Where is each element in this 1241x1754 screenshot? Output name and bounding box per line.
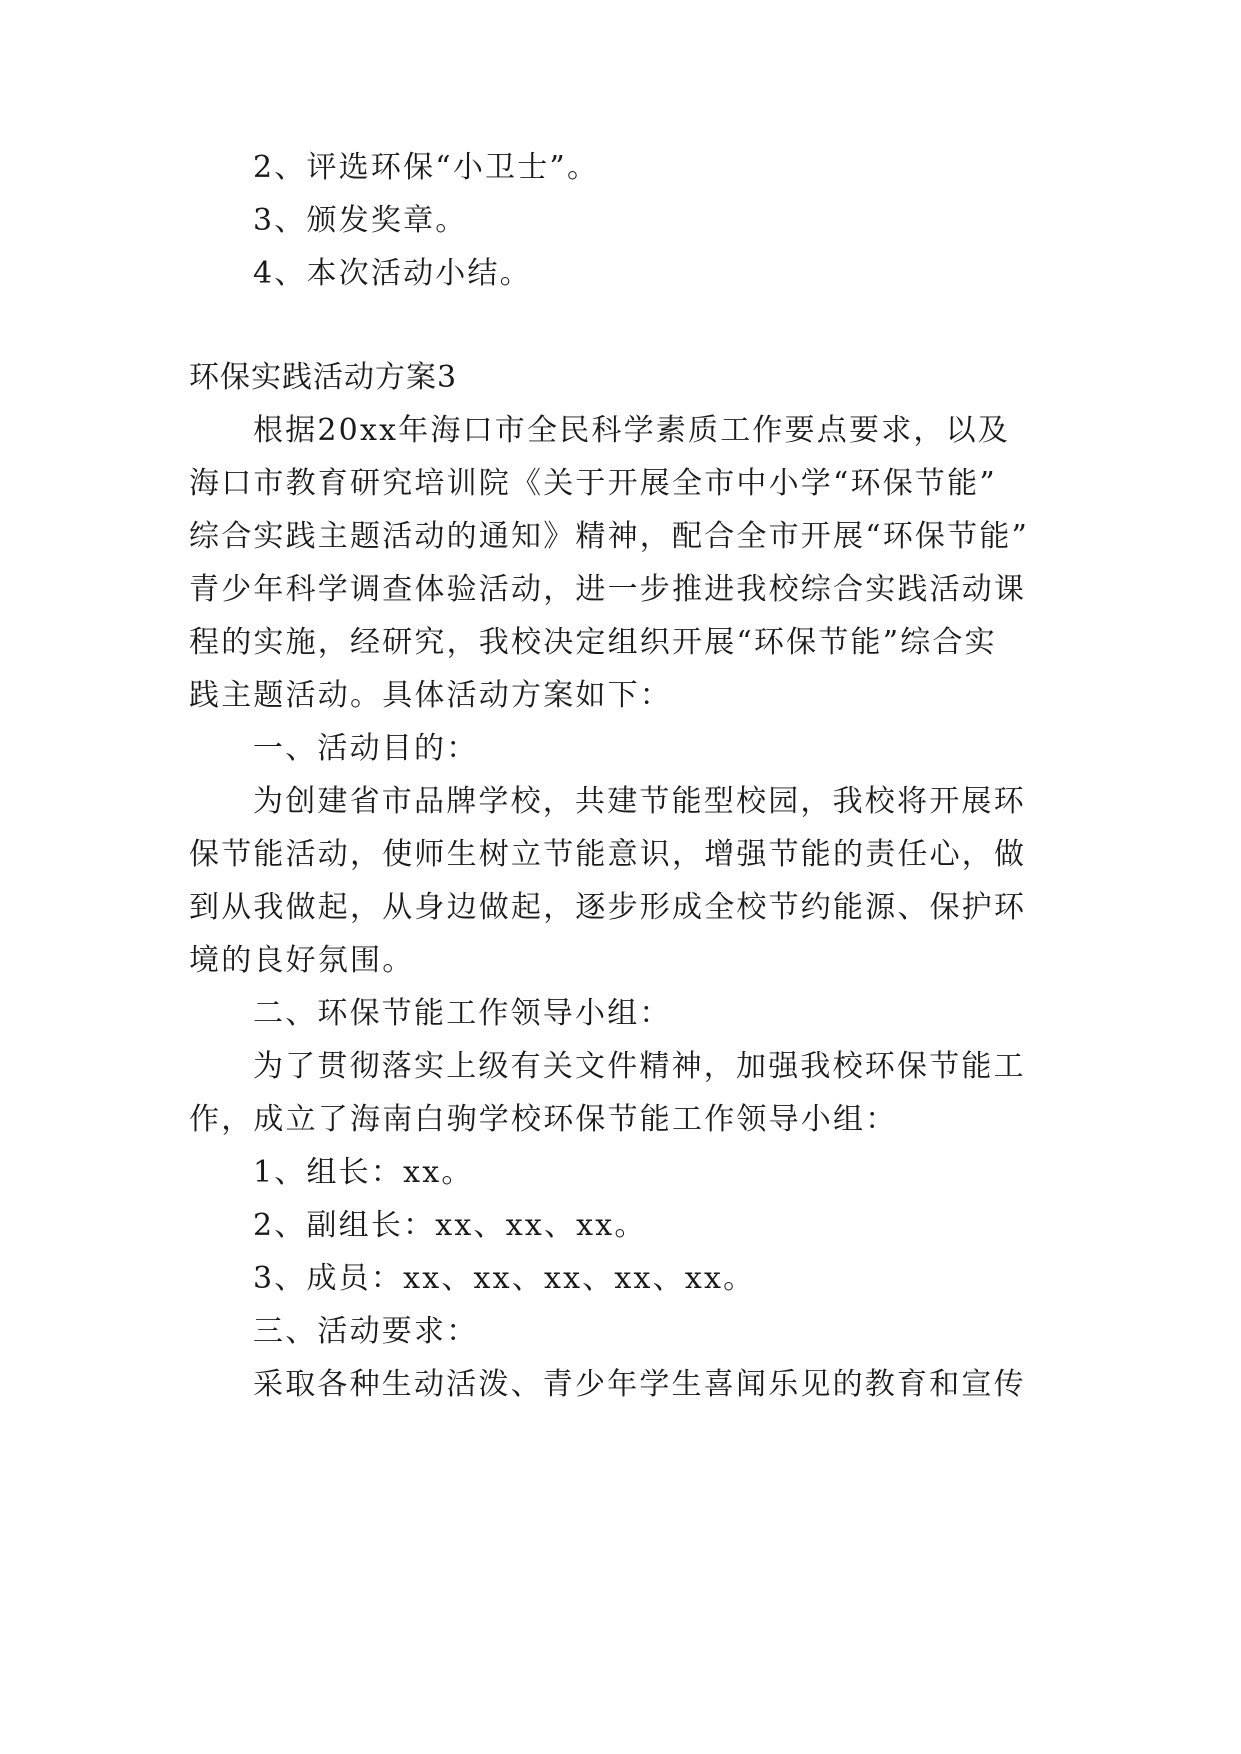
paragraph-line: 到从我做起，从身边做起，逐步形成全校节约能源、保护环 [189,890,1027,925]
list-item: 2、副组长：xx、xx、xx。 [253,1208,647,1243]
paragraph-line: 践主题活动。具体活动方案如下： [189,678,672,713]
paragraph-line: 保节能活动，使师生树立节能意识，增强节能的责任心，做 [189,837,1027,872]
paragraph-line: 境的良好氛围。 [189,943,415,978]
list-item: 3、成员：xx、xx、xx、xx、xx。 [253,1261,756,1296]
paragraph-line: 根据20xx年海口市全民科学素质工作要点要求，以及 [253,413,1011,448]
subheading-group: 二、环保节能工作领导小组： [253,996,672,1031]
paragraph-line: 综合实践主题活动的通知》精神，配合全市开展“环保节能” [189,519,1030,554]
subheading-purpose: 一、活动目的： [253,731,479,766]
list-item: 3、颁发奖章。 [253,203,468,238]
list-item: 4、本次活动小结。 [253,256,532,291]
paragraph-line: 为了贯彻落实上级有关文件精神，加强我校环保节能工 [253,1049,1026,1084]
section-title: 环保实践活动方案3 [189,360,458,395]
paragraph-line: 海口市教育研究培训院《关于开展全市中小学“环保节能” [189,466,997,501]
paragraph-line: 青少年科学调查体验活动，进一步推进我校综合实践活动课 [189,572,1027,607]
paragraph-line: 为创建省市品牌学校，共建节能型校园，我校将开展环 [253,784,1026,819]
paragraph-line: 采取各种生动活泼、青少年学生喜闻乐见的教育和宣传 [253,1367,1026,1402]
paragraph-line: 作，成立了海南白驹学校环保节能工作领导小组： [189,1102,898,1137]
subheading-requirements: 三、活动要求： [253,1314,479,1349]
list-item: 2、评选环保“小卫士”。 [253,150,600,185]
paragraph-line: 程的实施，经研究，我校决定组织开展“环保节能”综合实 [189,625,997,660]
list-item: 1、组长：xx。 [253,1155,474,1190]
